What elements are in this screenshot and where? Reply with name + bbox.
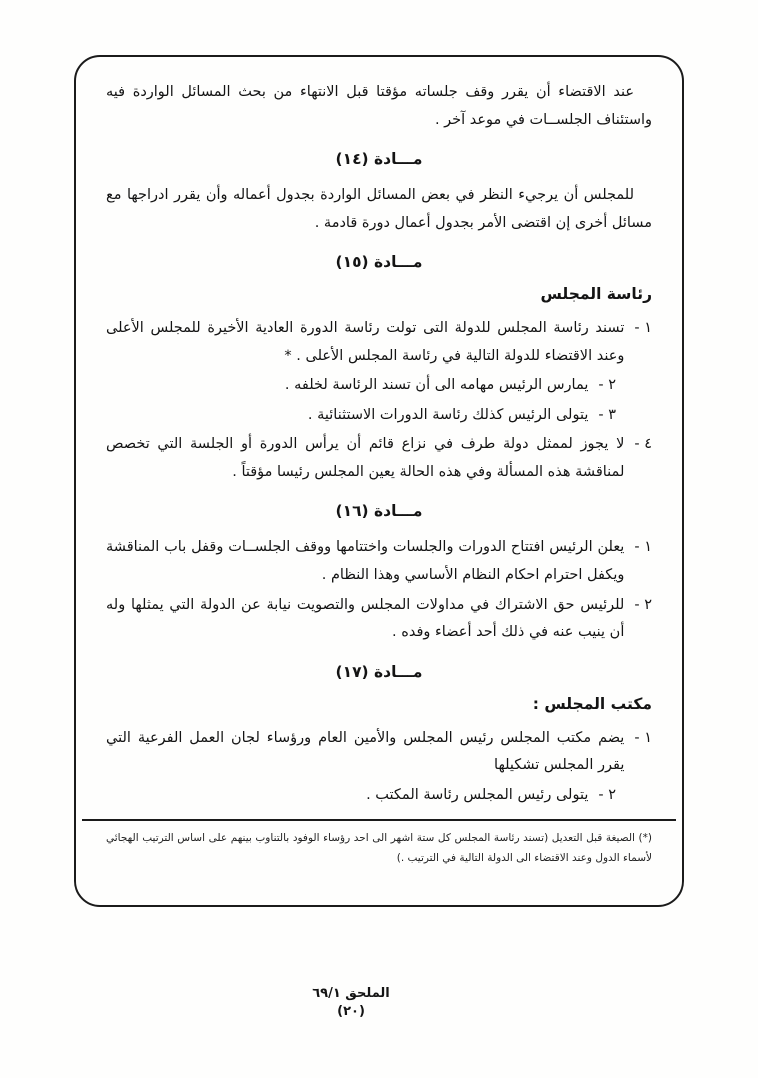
item-text: يعلن الرئيس افتتاح الدورات والجلسات واختتامها ووقف الجلســات وقفل باب المناقشة ويكفل احترام احكام النظام الأساسي وهذا النظام . (106, 539, 625, 584)
article-16-list (106, 534, 652, 646)
article-17-title: مـــادة (١٧) (335, 662, 423, 681)
section-heading-council-bureau: مكتب المجلس : (532, 694, 652, 713)
item-number: ٢ - (598, 786, 616, 803)
list-item (106, 782, 652, 810)
article-15-list (106, 315, 652, 486)
article-14-body: للمجلس أن يرجيء النظر في بعض المسائل الواردة بجدول أعماله وأن يقرر ادراجها مع مسائل أخرى إن اقتضى الأمر بجدول أعمال دورة قادمة . (106, 187, 652, 231)
footnote-text: (*) الصيغة قبل التعديل (تسند رئاسة المجلس كل ستة اشهر الى احد رؤساء الوفود بالتناوب بينهم على اساس الترتيب الهجائي لأسماء الدول وعند الاقتضاء الى الدولة التالية في الترتيب .) (106, 832, 652, 865)
list-item (106, 431, 652, 486)
page-number: (٢٠) (337, 1004, 365, 1019)
item-text: لا يجوز لممثل دولة طرف في نزاع قائم أن يرأس الدورة أو الجلسة التي تخصص لمناقشة هذه المسألة وفي هذه الحالة يعين المجلس رئيسا مؤقتاً . (106, 436, 625, 480)
item-text: يمارس الرئيس مهامه الى أن تسند الرئاسة لخلفه . (284, 377, 589, 394)
item-number: ٣ - (598, 406, 616, 423)
article-17-list (106, 725, 652, 810)
item-text: يتولى الرئيس كذلك رئاسة الدورات الاستثنائية . (307, 406, 589, 423)
list-item (106, 315, 652, 370)
item-number: ١ - (634, 320, 652, 337)
item-text: تسند رئاسة المجلس للدولة التى تولت رئاسة الدورة العادية الأخيرة للمجلس الأعلى وعند الاقتضاء للدولة التالية في رئاسة المجلس الأعلى . * (106, 320, 625, 364)
article-15-title: مـــادة (١٥) (335, 253, 423, 272)
item-number: ١ - (634, 729, 652, 746)
article-16-title: مـــادة (١٦) (335, 502, 423, 521)
item-text: يضم مكتب المجلس رئيس المجلس والأمين العام ورؤساء لجان العمل الفرعية التي يقرر المجلس تشكيلها (106, 729, 625, 774)
article-14-title: مـــادة (١٤) (335, 150, 423, 169)
list-item (106, 372, 652, 400)
list-item (106, 402, 652, 430)
footnote-divider (82, 819, 676, 821)
item-number: ٢ - (598, 377, 616, 394)
item-number: ٤ - (634, 436, 652, 453)
page-footer (0, 986, 702, 1019)
item-text: يتولى رئيس المجلس رئاسة المكتب . (366, 786, 589, 803)
annex-label: الملحق ٦٩/١ (312, 986, 390, 1001)
item-number: ١ - (634, 539, 652, 556)
list-item (106, 725, 652, 780)
list-item (106, 592, 652, 647)
list-item (106, 534, 652, 589)
item-number: ٢ - (634, 596, 652, 613)
intro-paragraph: عند الاقتضاء أن يقرر وقف جلساته مؤقتا قبل الانتهاء من بحث المسائل الواردة فيه واستئناف الجلســات في موعد آخر . (106, 84, 652, 128)
section-heading-council-presidency: رئاسة المجلس (540, 285, 652, 304)
page-border-frame (74, 55, 684, 907)
item-text: للرئيس حق الاشتراك في مداولات المجلس والتصويت نيابة عن الدولة التي يمثلها وله أن ينيب عنه في ذلك أحد أعضاء وفده . (106, 596, 625, 641)
